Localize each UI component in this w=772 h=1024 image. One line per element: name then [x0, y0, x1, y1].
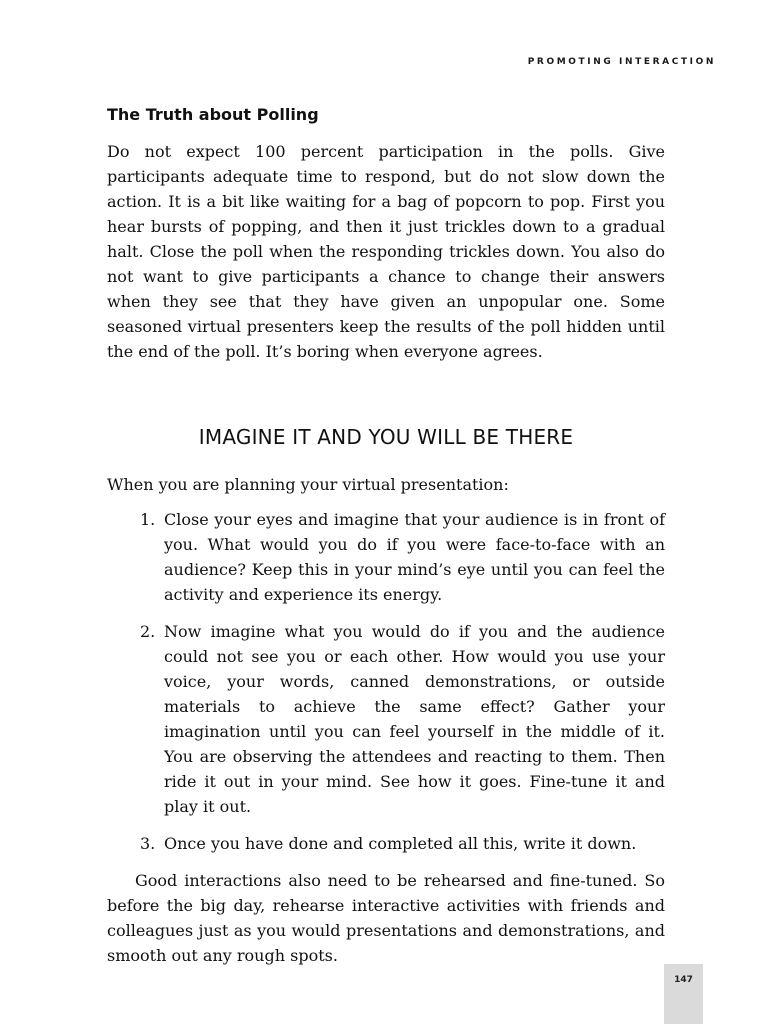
list-item-number: 1.: [140, 510, 156, 529]
list-item-text: Close your eyes and imagine that your audience is in front of you. What would you do if you were face-to-face with an audience? Keep this in your mind’s eye until you can feel the activity and experience its energy.: [164, 510, 665, 604]
closing-paragraph: Good interactions also need to be rehearsed and fine-tuned. So before the big day, rehearse interactive activities with friends and colleagues just as you would presentations and demonstrations, and smooth out any rough spots.: [107, 871, 665, 965]
list-item: [140, 831, 665, 856]
numbered-list: [107, 507, 665, 856]
page-body: [107, 104, 665, 968]
page-number-tab: [664, 964, 703, 1024]
page-number: 147: [674, 975, 693, 985]
polling-paragraph: Do not expect 100 percent participation in the polls. Give participants adequate time to respond, but do not slow down the action. It is a bit like waiting for a bag of popcorn to pop. First you hear bursts of popping, and then it just trickles down to a gradual halt. Close the poll when the responding trickles down. You also do not want to give participants a chance to change their answers when they see that they have given an unpopular one. Some seasoned virtual presenters keep the results of the poll hidden until the end of the poll. It’s boring when everyone agrees.: [107, 142, 665, 361]
list-item-number: 3.: [140, 834, 156, 853]
list-item: [140, 507, 665, 607]
subsection-title: The Truth about Polling: [107, 105, 319, 124]
list-item-text: Once you have done and completed all this, write it down.: [164, 834, 637, 853]
list-item: [140, 619, 665, 819]
intro-paragraph: When you are planning your virtual presentation:: [107, 475, 509, 494]
list-item-text: Now imagine what you would do if you and the audience could not see you or each other. How would you use your voice, your words, canned demonstrations, or outside materials to achieve the same effect? Gather your imagination until you can feel yourself in the middle of it. You are observing the attendees and reacting to them. Then ride it out in your mind. See how it goes. Fine-tune it and play it out.: [164, 622, 665, 816]
section-heading: IMAGINE IT AND YOU WILL BE THERE: [198, 425, 574, 449]
running-head: PROMOTING INTERACTION: [527, 57, 716, 67]
list-item-number: 2.: [140, 622, 156, 641]
